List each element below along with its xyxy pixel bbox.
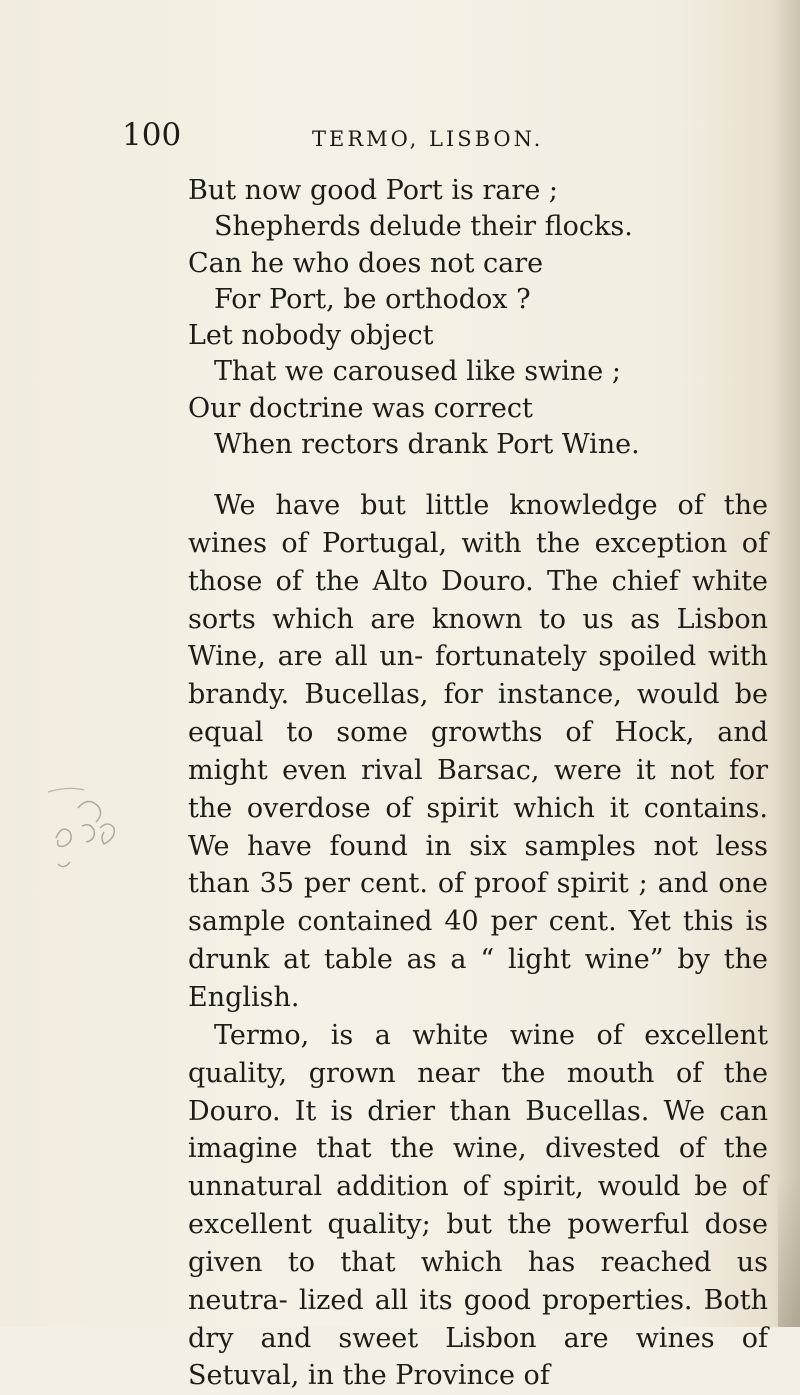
paragraph: Termo, is a white wine of excellent quality, grown near the mouth of the Douro. It is drier than Bucellas. We can imagine that the wine, divested of the unnatural addition of spirit, would be of excellent quality; but the powerful dose given to that which has reached us neutra- lized all its good properties. Both dry and sweet Lisbon are wines of Setuval, in the Province of <box>188 1019 768 1392</box>
verse-stanza <box>188 173 768 463</box>
verse-line: That we caroused like swine ; <box>214 356 621 388</box>
verse-line: For Port, be orthodox ? <box>214 283 531 315</box>
verse-line: But now good Port is rare ; <box>188 175 558 206</box>
verse-line: Our doctrine was correct <box>188 392 533 424</box>
page-number: 100 <box>122 117 182 153</box>
verse-line: Let nobody object <box>188 320 434 352</box>
verse-line: Shepherds delude their flocks. <box>214 211 633 243</box>
page-corner-shadow <box>778 1177 800 1327</box>
body-text <box>188 487 768 1395</box>
running-head: TERMO, LISBON. <box>312 127 544 151</box>
page-edge-shadow <box>770 0 800 1327</box>
marginal-pencil-mark <box>48 768 158 888</box>
paragraph: We have but little knowledge of the wines of Portugal, with the exception of those of the Alto Douro. The chief white sorts which are known to us as Lisbon Wine, are all un- fortunately spoiled with brandy. Bucellas, for instance, would be equal to some growths of Hock, and might even rival Barsac, were it not for the overdose of spirit which it contains. We have found in six samples not less than 35 per cent. of proof spirit ; and one sample contained 40 per cent. Yet this is drunk at table as a “ light wine” by the English. <box>188 490 768 1013</box>
verse-line: When rectors drank Port Wine. <box>214 429 640 461</box>
verse-line: Can he who does not care <box>188 247 544 279</box>
